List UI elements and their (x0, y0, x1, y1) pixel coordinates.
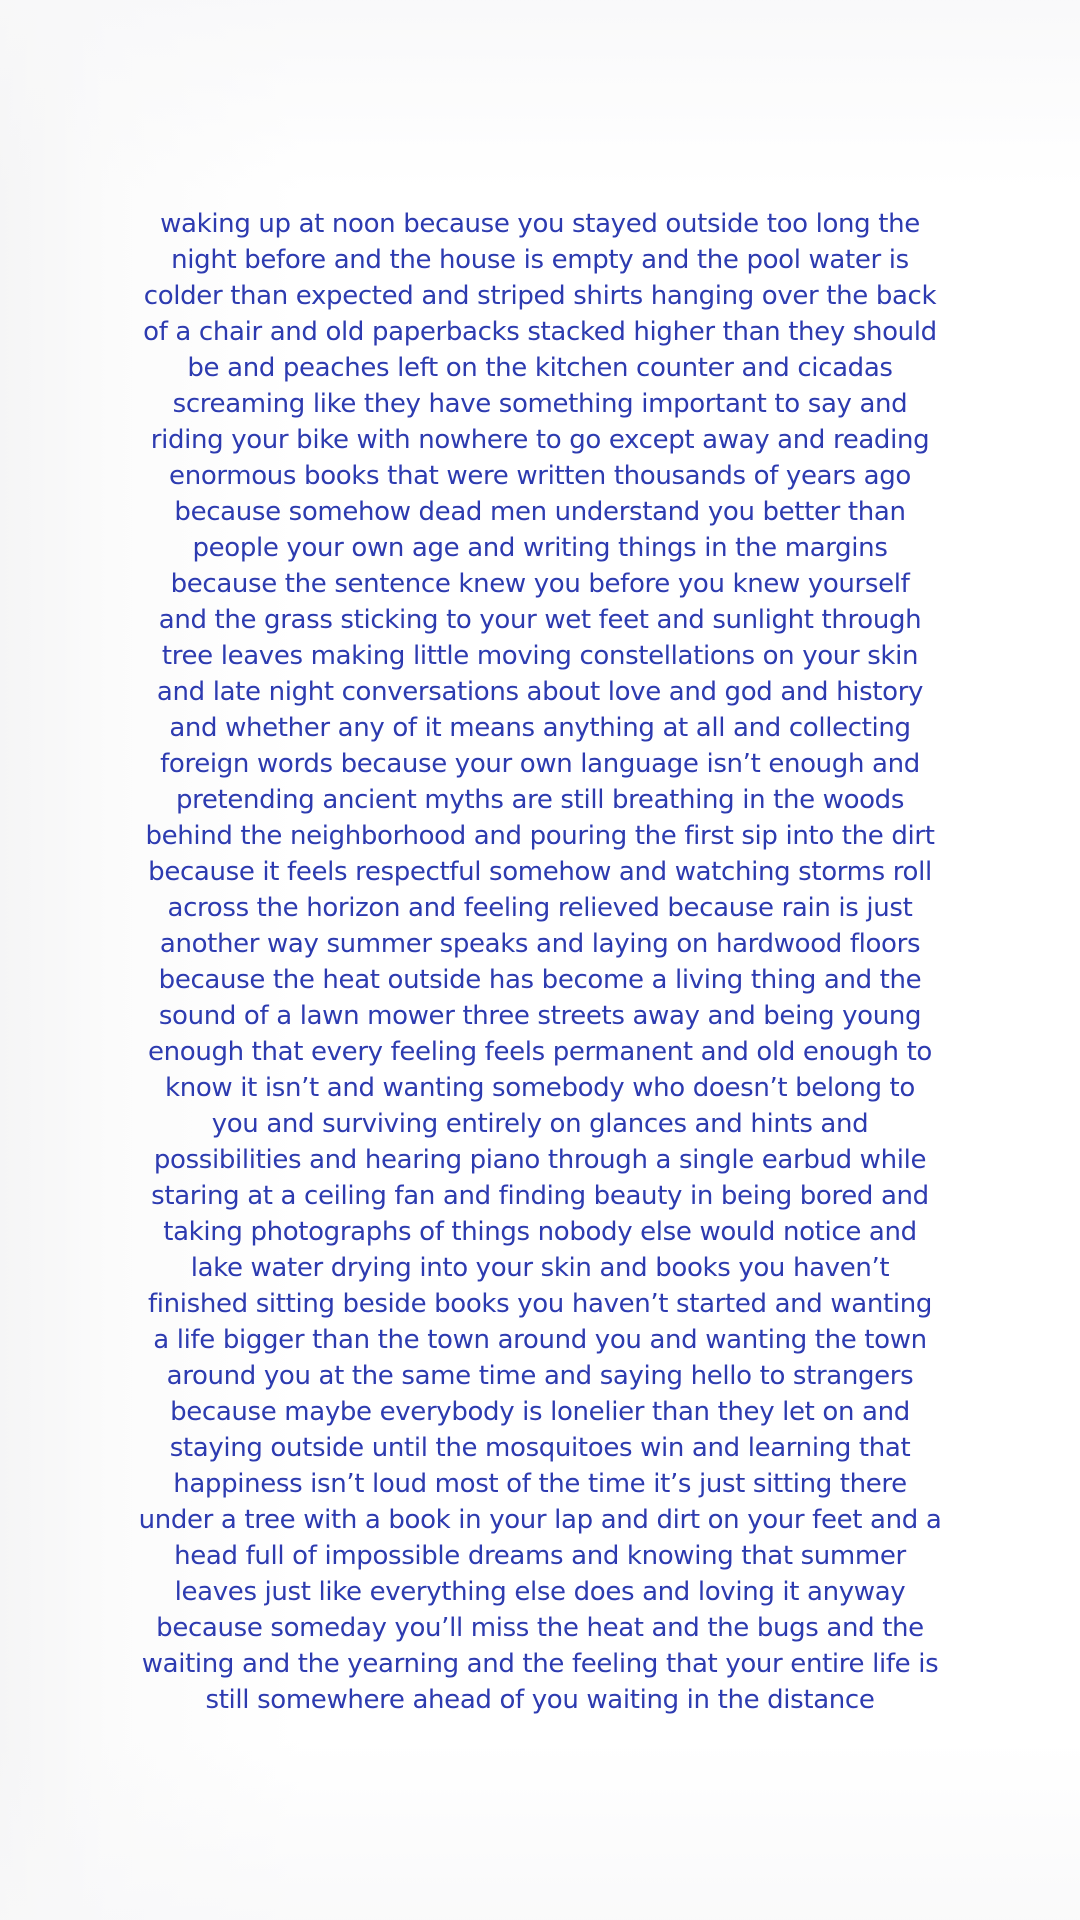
background-shade-bottom (0, 1740, 1080, 1920)
story-text: waking up at noon because you stayed outside too long the night before and the house is empty and the pool water is colder than expected and striped shirts hanging over the back of a chair and old paperbacks stacked higher than they should be and peaches left on the kitchen counter and cicadas screaming like they have something important to say and riding your bike with nowhere to go except away and reading enormous books that were written thousands of years ago because somehow dead men understand you better than people your own age and writing things in the margins because the sentence knew you before you knew yourself and the grass sticking to your wet feet and sunlight through tree leaves making little moving constellations on your skin and late night conversations about love and god and history and whether any of it means anything at all and collecting foreign words because your own language isn’t enough and pretending ancient myths are still breathing in the woods behind the neighborhood and pouring the first sip into the dirt because it feels respectful somehow and watching storms roll across the horizon and feeling relieved because rain is just another way summer speaks and laying on hardwood floors because the heat outside has become a living thing and the sound of a lawn mower three streets away and being young enough that every feeling feels permanent and old enough to know it isn’t and wanting somebody who doesn’t belong to you and surviving entirely on glances and hints and possibilities and hearing piano through a single earbud while staring at a ceiling fan and finding beauty in being bored and taking photographs of things nobody else would notice and lake water drying into your skin and books you haven’t finished sitting beside books you haven’t started and wanting a life bigger than the town around you and wanting the town around you at the same time and saying hello to strangers because maybe everybody is lonelier than they let on and staying outside until the mosquitoes win and learning that happiness isn’t loud most of the time it’s just sitting there under a tree with a book in your lap and dirt on your feet and a head full of impossible dreams and knowing that summer leaves just like everything else does and loving it anyway because someday you’ll miss the heat and the bugs and the waiting and the yearning and the feeling that your entire life is still somewhere ahead of you waiting in the distance (138, 209, 942, 1715)
background-shade-top (0, 0, 1080, 190)
